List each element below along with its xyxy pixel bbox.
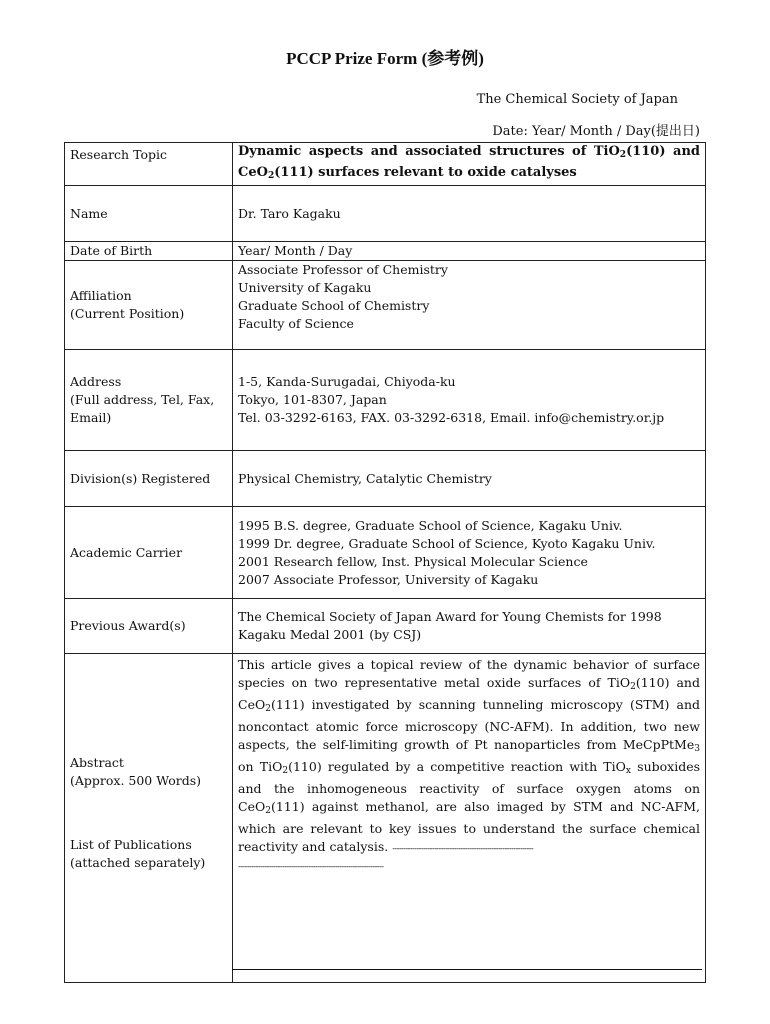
- address-value: [233, 350, 706, 451]
- abstract-subscript: 3: [694, 744, 700, 754]
- awards-label: Previous Award(s): [65, 599, 233, 654]
- research-topic-value: [233, 143, 706, 186]
- abstract-text: [233, 654, 706, 983]
- division-row: [65, 451, 706, 507]
- address-label-line: Email): [70, 410, 112, 425]
- awards-value: [233, 599, 706, 654]
- prize-form-table: [64, 142, 706, 983]
- topic-text: (110) and CeO: [238, 144, 700, 180]
- address-label-line: (Full address, Tel, Fax,: [70, 392, 215, 407]
- affiliation-label: [65, 261, 233, 350]
- division-label: Division(s) Registered: [65, 451, 233, 507]
- dash-line: ----------------------------------------------------------------: [392, 844, 534, 853]
- awards-row: [65, 599, 706, 654]
- award-line: The Chemical Society of Japan Award for Young Chemists for 1998: [238, 609, 662, 624]
- abstract-label-line: (Approx. 500 Words): [70, 773, 202, 788]
- affiliation-line: Graduate School of Chemistry: [238, 298, 430, 313]
- topic-text: Dynamic aspects and associated structures of TiO: [238, 144, 620, 159]
- abstract-label-cell: [65, 654, 233, 983]
- abstract-fragment: (110) and CeO: [238, 675, 700, 712]
- publications-label-line: (attached separately): [70, 855, 206, 870]
- affiliation-label-line: (Current Position): [70, 306, 185, 321]
- academic-row: [65, 507, 706, 599]
- bottom-rule: [232, 969, 702, 970]
- affiliation-row: [65, 261, 706, 350]
- address-label-line: Address: [70, 374, 122, 389]
- name-row: [65, 186, 706, 242]
- abstract-label-line: Abstract: [70, 755, 124, 770]
- division-value: Physical Chemistry, Catalytic Chemistry: [233, 451, 706, 507]
- academic-line: 1999 Dr. degree, Graduate School of Science, Kyoto Kagaku Univ.: [238, 535, 656, 551]
- birth-row: [65, 242, 706, 261]
- abstract-fragment: (111) against methanol, are also imaged by STM and NC-AFM, which are relevant to key issues to understand the surface chemical reactivity and catalysis.: [238, 799, 700, 854]
- birth-value: Year/ Month / Day: [233, 242, 706, 261]
- topic-text: (111) surfaces relevant to oxide catalyses: [274, 165, 577, 180]
- academic-value: [233, 507, 706, 599]
- abstract-fragment: (111) investigated by scanning tunneling microscopy (STM) and noncontact atomic force microscopy (NC-AFM). In addition, two new aspects, the self-limiting growth of Pt nanoparticles from MeCpPtMe: [238, 697, 700, 752]
- organization-name: The Chemical Society of Japan: [476, 92, 678, 107]
- address-line: Tel. 03-3292-6163, FAX. 03-3292-6318, Email. info@chemistry.or.jp: [238, 410, 665, 425]
- address-line: Tokyo, 101-8307, Japan: [238, 392, 387, 407]
- academic-line: 2007 Associate Professor, University of Kagaku: [238, 571, 539, 587]
- topic-subscript: 2: [619, 150, 627, 160]
- address-label: [65, 350, 233, 451]
- abstract-fragment: This article gives a topical review of the dynamic behavior of surface species on two representative metal oxide surfaces of TiO: [238, 657, 700, 690]
- address-line: 1-5, Kanda-Surugadai, Chiyoda-ku: [238, 374, 456, 389]
- birth-label: Date of Birth: [65, 242, 233, 261]
- affiliation-line: Associate Professor of Chemistry: [238, 262, 448, 277]
- abstract-fragment: suboxides and the inhomogeneous reactivity of surface oxygen atoms on CeO: [238, 759, 701, 814]
- abstract-row: [65, 654, 706, 983]
- name-value: Dr. Taro Kagaku: [233, 186, 706, 242]
- submission-date: Date: Year/ Month / Day(提出日): [492, 124, 700, 139]
- address-row: [65, 350, 706, 451]
- affiliation-line: Faculty of Science: [238, 316, 354, 331]
- abstract-subscript: 2: [282, 766, 289, 776]
- abstract-subscript: 2: [265, 806, 271, 816]
- affiliation-value: [233, 261, 706, 350]
- research-topic-label: Research Topic: [65, 143, 233, 186]
- form-title: PCCP Prize Form (参考例): [286, 49, 484, 68]
- academic-line: 2001 Research fellow, Inst. Physical Molecular Science: [238, 553, 588, 569]
- academic-line: 1995 B.S. degree, Graduate School of Science, Kagaku Univ.: [238, 517, 623, 533]
- abstract-subscript: 2: [630, 682, 636, 692]
- award-line: Kagaku Medal 2001 (by CSJ): [238, 627, 422, 642]
- affiliation-label-line: Affiliation: [70, 288, 132, 303]
- affiliation-line: University of Kagaku: [238, 280, 372, 295]
- abstract-fragment: on TiO: [238, 759, 283, 774]
- abstract-subscript: 2: [265, 704, 271, 714]
- publications-label-line: List of Publications: [70, 837, 192, 852]
- name-label: Name: [65, 186, 233, 242]
- abstract-fragment: (110) regulated by a competitive reaction with TiO: [288, 759, 626, 774]
- dash-line: ------------------------------------------------------------------: [238, 862, 384, 871]
- topic-subscript: 2: [267, 171, 275, 181]
- academic-label: Academic Carrier: [65, 507, 233, 599]
- abstract-subscript: x: [625, 766, 631, 776]
- research-topic-row: [65, 143, 706, 186]
